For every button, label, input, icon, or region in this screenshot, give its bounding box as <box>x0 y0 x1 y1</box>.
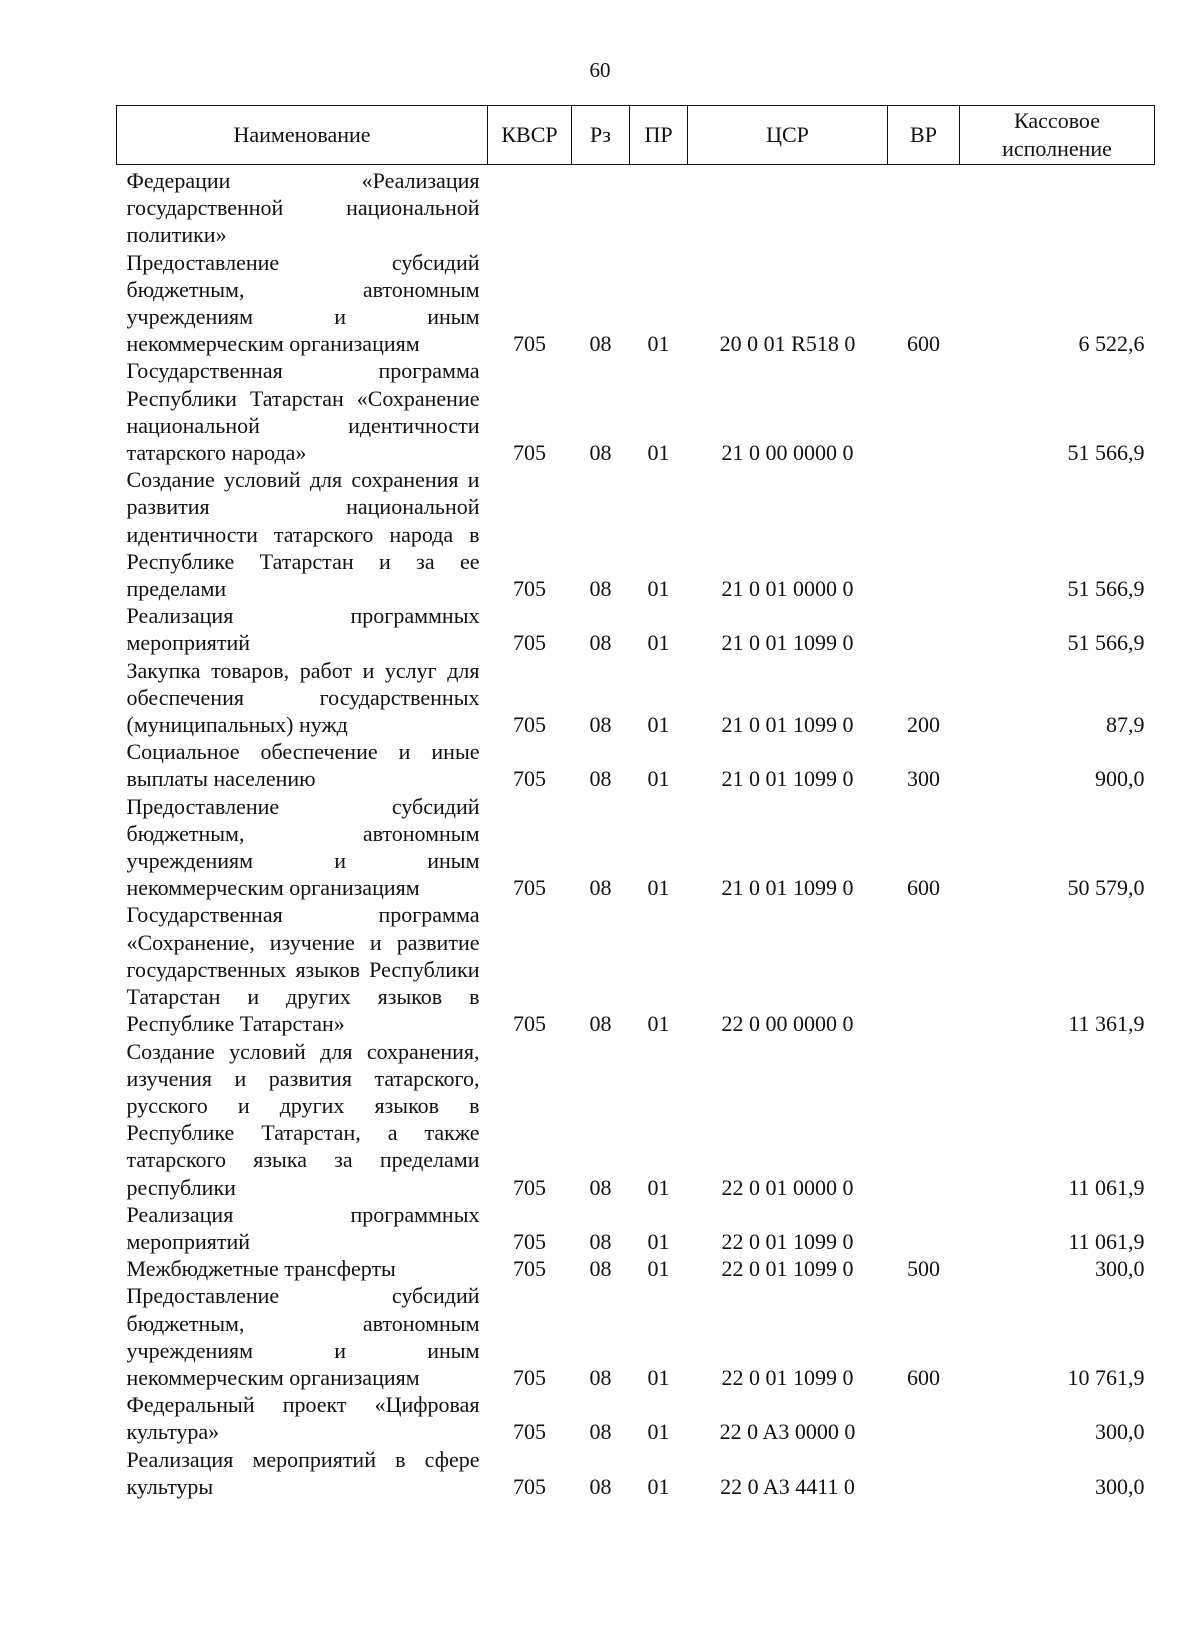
table-row <box>117 1255 1155 1282</box>
cell-csr: 21 0 01 1099 0 <box>721 766 854 792</box>
table-row <box>117 793 1155 902</box>
cell-rz: 08 <box>589 1256 612 1282</box>
cell-name: Реализация программных мероприятий <box>126 603 480 656</box>
cell-pr: 01 <box>647 331 670 357</box>
cell-vr: 600 <box>907 1364 940 1390</box>
table-row <box>117 1282 1155 1391</box>
cell-csr: 21 0 01 0000 0 <box>721 576 854 602</box>
cell-kvsr: 705 <box>513 1473 546 1499</box>
cell-name: Федерации «Реализация государственной национальной политики» <box>126 168 480 248</box>
cell-vr <box>888 602 960 656</box>
cell-pr: 01 <box>647 1256 670 1282</box>
cell-vr: 300 <box>907 766 940 792</box>
cell-rz: 08 <box>589 1419 612 1445</box>
cell-kvsr: 705 <box>513 1364 546 1390</box>
cell-rz: 08 <box>589 1364 612 1390</box>
cell-name: Закупка товаров, работ и услуг для обеспечения государственных (муниципальных) нужд <box>126 657 480 738</box>
cell-vr: 500 <box>907 1256 940 1282</box>
table-row <box>117 249 1155 358</box>
cell-vr <box>888 466 960 602</box>
cell-rz: 08 <box>589 630 612 656</box>
cell-pr: 01 <box>647 766 670 792</box>
cell-kvsr: 705 <box>513 712 546 738</box>
table-row <box>117 1446 1155 1500</box>
cell-vr <box>888 1201 960 1255</box>
header-vr: ВР <box>888 106 960 165</box>
cell-pr: 01 <box>647 1011 670 1037</box>
cell-sum: 51 566,9 <box>1067 576 1145 602</box>
cell-kvsr: 705 <box>513 1256 546 1282</box>
cell-rz: 08 <box>589 1174 612 1200</box>
cell-kvsr: 705 <box>513 766 546 792</box>
cell-rz: 08 <box>589 712 612 738</box>
table-row <box>117 602 1155 656</box>
cell-sum: 11 061,9 <box>1068 1228 1145 1254</box>
cell-pr: 01 <box>647 1228 670 1254</box>
cell-pr: 01 <box>647 1174 670 1200</box>
cell-sum: 87,9 <box>1106 712 1145 738</box>
table-row <box>117 1038 1155 1201</box>
cell-vr <box>888 1446 960 1500</box>
cell-sum: 300,0 <box>1095 1419 1145 1445</box>
cell-name: Реализация мероприятий в сфере культуры <box>126 1446 480 1499</box>
cell-pr: 01 <box>647 440 670 466</box>
cell-sum: 51 566,9 <box>1067 440 1145 466</box>
cell-csr: 22 0 00 0000 0 <box>721 1011 854 1037</box>
cell-kvsr: 705 <box>513 1228 546 1254</box>
header-csr: ЦСР <box>688 106 888 165</box>
cell-pr: 01 <box>647 875 670 901</box>
cell-vr <box>888 1391 960 1445</box>
cell-name: Предоставление субсидий бюджетным, автономным учреждениям и иным некоммерческим организациям <box>126 793 480 901</box>
cell-sum: 51 566,9 <box>1067 630 1145 656</box>
cell-csr <box>688 165 888 249</box>
cell-pr: 01 <box>647 1364 670 1390</box>
cell-csr: 22 0 A3 0000 0 <box>719 1419 856 1445</box>
cell-sum: 50 579,0 <box>1067 875 1145 901</box>
cell-kvsr: 705 <box>513 440 546 466</box>
cell-rz: 08 <box>589 1473 612 1499</box>
cell-kvsr: 705 <box>513 875 546 901</box>
table-row <box>117 1201 1155 1255</box>
cell-kvsr: 705 <box>513 630 546 656</box>
cell-rz: 08 <box>589 1011 612 1037</box>
cell-pr: 01 <box>647 1473 670 1499</box>
header-pr: ПР <box>630 106 688 165</box>
table-row <box>117 165 1155 249</box>
cell-name: Федеральный проект «Цифровая культура» <box>126 1392 480 1445</box>
cell-rz: 08 <box>589 875 612 901</box>
header-kvsr: КВСР <box>488 106 572 165</box>
cell-pr: 01 <box>647 712 670 738</box>
table-row <box>117 1391 1155 1445</box>
cell-csr: 21 0 01 1099 0 <box>721 875 854 901</box>
cell-pr: 01 <box>647 630 670 656</box>
cell-sum: 11 061,9 <box>1068 1174 1145 1200</box>
cell-pr <box>630 165 688 249</box>
cell-csr: 22 0 01 1099 0 <box>721 1364 854 1390</box>
cell-sum: 11 361,9 <box>1068 1011 1145 1037</box>
table-row <box>117 901 1155 1037</box>
cell-csr: 21 0 01 1099 0 <box>721 712 854 738</box>
cell-vr <box>888 165 960 249</box>
cell-name: Предоставление субсидий бюджетным, автономным учреждениям и иным некоммерческим организациям <box>126 1283 480 1390</box>
cell-csr: 22 0 A3 4411 0 <box>720 1473 855 1499</box>
cell-rz <box>572 165 630 249</box>
cell-csr: 22 0 01 1099 0 <box>721 1228 854 1254</box>
cell-vr: 200 <box>907 712 940 738</box>
table-body <box>117 165 1155 1500</box>
cell-csr: 22 0 01 0000 0 <box>721 1174 854 1200</box>
cell-vr: 600 <box>907 875 940 901</box>
cell-sum <box>960 165 1155 249</box>
cell-sum: 300,0 <box>1095 1256 1145 1282</box>
cell-kvsr: 705 <box>513 331 546 357</box>
cell-sum: 6 522,6 <box>1078 331 1145 357</box>
cell-rz: 08 <box>589 576 612 602</box>
table-row <box>117 657 1155 739</box>
cell-kvsr: 705 <box>513 1011 546 1037</box>
cell-rz: 08 <box>589 440 612 466</box>
cell-rz: 08 <box>589 331 612 357</box>
cell-kvsr: 705 <box>513 576 546 602</box>
table-row <box>117 738 1155 792</box>
cell-name: Государственная программа «Сохранение, изучение и развитие государственных языков Республики Татарстан и других языков в Республике Татарстан» <box>126 902 480 1037</box>
budget-table <box>116 105 1155 1500</box>
cell-sum: 300,0 <box>1095 1473 1145 1499</box>
cell-pr: 01 <box>647 576 670 602</box>
cell-kvsr <box>488 165 572 249</box>
cell-pr: 01 <box>647 1419 670 1445</box>
cell-sum: 900,0 <box>1095 766 1145 792</box>
page-number: 60 <box>589 58 611 82</box>
table-row <box>117 357 1155 466</box>
header-rz: Рз <box>572 106 630 165</box>
cell-name: Межбюджетные трансферты <box>126 1256 396 1282</box>
cell-vr: 600 <box>907 331 940 357</box>
header-name: Наименование <box>117 106 488 165</box>
cell-vr <box>888 357 960 466</box>
cell-rz: 08 <box>589 766 612 792</box>
cell-kvsr: 705 <box>513 1174 546 1200</box>
table-row <box>117 466 1155 602</box>
cell-csr: 22 0 01 1099 0 <box>721 1256 854 1282</box>
cell-csr: 21 0 00 0000 0 <box>721 440 854 466</box>
cell-sum: 10 761,9 <box>1067 1364 1145 1390</box>
cell-name: Предоставление субсидий бюджетным, автономным учреждениям и иным некоммерческим организациям <box>126 249 480 357</box>
cell-kvsr: 705 <box>513 1419 546 1445</box>
cell-name: Государственная программа Республики Татарстан «Сохранение национальной идентичности татарского народа» <box>126 358 480 466</box>
cell-vr <box>888 1038 960 1201</box>
cell-rz: 08 <box>589 1228 612 1254</box>
cell-name: Создание условий для сохранения и развития национальной идентичности татарского народа в Республике Татарстан и за ее пределами <box>126 467 480 602</box>
header-sum: Кассовое исполнение <box>960 106 1155 165</box>
cell-name: Социальное обеспечение и иные выплаты населению <box>126 739 480 792</box>
cell-name: Создание условий для сохранения, изучения и развития татарского, русского и других языков в Республике Татарстан, а также татарского языка за пределами республики <box>126 1038 480 1200</box>
cell-vr <box>888 901 960 1037</box>
table-header <box>117 106 1155 165</box>
cell-name: Реализация программных мероприятий <box>126 1201 480 1254</box>
cell-csr: 21 0 01 1099 0 <box>721 630 854 656</box>
cell-csr: 20 0 01 R518 0 <box>719 331 856 357</box>
